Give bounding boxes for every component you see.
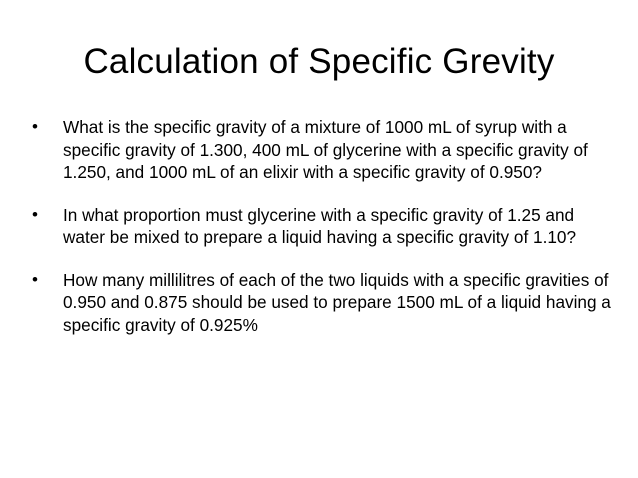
bullet-item xyxy=(32,116,612,184)
slide-title: Calculation of Specific Grevity xyxy=(83,42,555,81)
bullet-item xyxy=(32,204,612,249)
bullet-marker: • xyxy=(32,204,38,224)
bullet-text: How many millilitres of each of the two liquids with a specific gravities of 0.950 and 0.875 should be used to prepare 1500 mL of a liquid having a specific gravity of 0.925% xyxy=(63,269,611,335)
bullet-text: In what proportion must glycerine with a specific gravity of 1.25 and water be mixed to prepare a liquid having a specific gravity of 1.10? xyxy=(63,204,577,247)
bullet-marker: • xyxy=(32,269,38,289)
bullet-marker: • xyxy=(32,117,38,136)
bullet-text: What is the specific gravity of a mixture of 1000 mL of syrup with a specific gravity of 1.300, 400 mL of glycerine with a specific gravity of 1.250, and 1000 mL of an elixir with a specific gravity of 0.950? xyxy=(63,117,588,182)
bullet-list xyxy=(32,116,612,356)
bullet-item xyxy=(32,269,612,337)
